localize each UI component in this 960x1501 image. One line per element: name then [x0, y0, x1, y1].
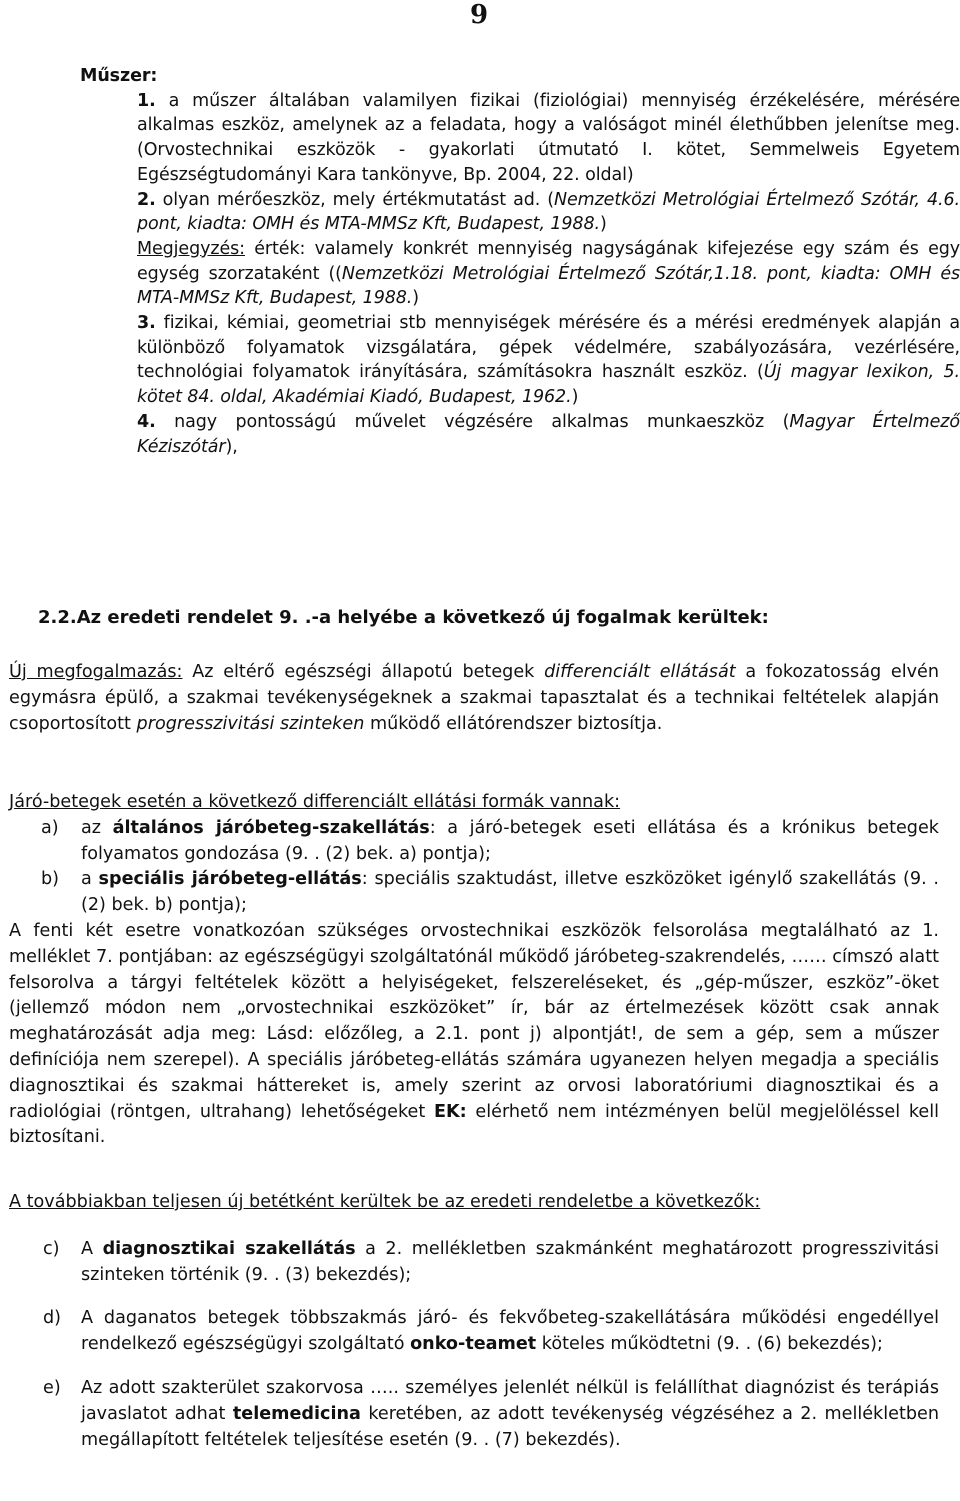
item-number: 4.: [137, 411, 156, 432]
new-definition-paragraph: Új megfogalmazás: Az eltérő egészségi állapotú betegek differenciált ellátását a fokozatosság elvén egymásra épülő, a szakmai tevékenységeknek a szakmai tapasztalat és a technikai feltételek alapján csoportosított progresszivitási szinteken működő ellátórendszer biztosítja.: [9, 662, 939, 734]
new-definition-label: Új megfogalmazás:: [9, 662, 183, 682]
section-heading: 2.2.Az eredeti rendelet 9. .-a helyébe a következő új fogalmak kerültek:: [38, 607, 769, 628]
outpatient-heading: Járó-betegek esetén a következő differenciált ellátási formák vannak:: [9, 792, 621, 812]
definition-block: [80, 64, 960, 459]
list-label: a): [41, 817, 59, 838]
list-label: c): [43, 1238, 60, 1259]
definition-item-2: 2. olyan mérőeszköz, mely értékmutatást ad. (Nemzetközi Metrológiai Értelmező Szótár, 4.6. pont, kiadta: OMH és MTA-MMSz Kft, Budapest, 1988.): [137, 189, 960, 235]
item-number: 1.: [137, 90, 156, 111]
list-item-a: a) az általános járóbeteg-szakellátás: a járó-betegek eseti ellátása és a krónikus betegek folyamatos gondozása (9. . (2) bek. a) pontja);: [41, 817, 939, 864]
list-item-c: c) A diagnosztikai szakellátás a 2. mellékletben szakmánként meghatározott progresszivitási szinteken történik (9. . (3) bekezdés);: [43, 1238, 939, 1285]
outpatient-section: [9, 790, 939, 1151]
definition-item-1: [80, 89, 960, 188]
new-items-section: [9, 1190, 939, 1453]
definition-heading: Műszer:: [80, 66, 158, 86]
outpatient-paragraph: A fenti két esetre vonatkozóan szükséges orvostechnikai eszközök felsorolása megtalálható az 1. melléklet 7. pontjában: az egészségügyi szolgáltatónál működő járóbeteg-szakrendelés, …… címszó alatt felsorolva a tárgyi feltételek között a helyiségeket, felszereléseket, és „gép-műszer, eszköz”-öket (jellemző módon nem „orvostechnikai eszközöket” ír, bár az értelmezések között csak annak meghatározását adja meg: Lásd: előzőleg, a 2.1. pont j) alpontját!, de sem a gép, sem a műszer definíciója nem szerepel). A speciális járóbeteg-ellátás számára ugyanezen helyen megadja a speciális diagnosztikai és szakmai háttereket is, amely szerint az orvosi laboratóriumi diagnosztikai és a radiológiai (röntgen, ultrahang) lehetőségeket EK: elérhető nem intézményen belül megjelöléssel kell biztosítani.: [9, 920, 939, 1148]
page-number: 9: [470, 0, 489, 30]
item-text: a műszer általában valamilyen fizikai (fiziológiai) mennyiség érzékelésére, mérésére alkalmas eszköz, amelynek az a feladata, hogy a valóságot minél élethűbben jelenítse meg. (Orvostechnikai eszközök - gyakorlati útmutató I. kötet, Semmelweis Egyetem Egészségtudományi Kara tankönyve, Bp. 2004, 22. oldal): [137, 90, 960, 185]
item-number: 2.: [137, 189, 156, 210]
definition-item-4: 4. nagy pontosságú művelet végzésére alkalmas munkaeszköz (Magyar Értelmező Kéziszótár),: [137, 411, 960, 457]
list-label: d): [43, 1308, 62, 1329]
list-item-b: b) a speciális járóbeteg-ellátás: speciális szaktudást, illetve eszközöket igénylő szakellátás (9. . (2) bek. b) pontja);: [41, 869, 940, 916]
new-items-heading: A továbbiakban teljesen új betétként kerültek be az eredeti rendeletbe a következők:: [9, 1192, 761, 1212]
definition-item-3: 3. fizikai, kémiai, geometriai stb mennyiségek mérésére és a mérési eredmények alapján a különböző folyamatok vizsgálatára, gépek védelmére, szabályozására, vezérlésére, technológiai folyamatok irányítására, számításokra használt eszköz. (Új magyar lexikon, 5. kötet 84. oldal, Akadémiai Kiadó, Budapest, 1962.): [137, 313, 960, 408]
definition-note: Megjegyzés: érték: valamely konkrét mennyiség nagyságának kifejezése egy szám és egy egység szorzataként ((Nemzetközi Metrológiai Értelmező Szótár,1.18. pont, kiadta: OMH és MTA-MMSz Kft, Budapest, 1988.): [137, 238, 960, 309]
list-label: b): [41, 869, 60, 890]
item-number: 3.: [137, 313, 156, 334]
list-item-d: d) A daganatos betegek többszakmás járó- és fekvőbeteg-szakellátására működési engedéllyel rendelkező egészségügyi szolgáltató onko-teamet köteles működtetni (9. . (6) bekezdés);: [43, 1308, 939, 1355]
list-item-e: e) Az adott szakterület szakorvosa ….. személyes jelenlét nélkül is felállíthat diagnózist és terápiás javaslatot adhat telemedicina keretében, az adott tevékenység végzéséhez a 2. mellékletben megállapított feltételek teljesítése esetén (9. . (7) bekezdés).: [43, 1377, 939, 1450]
note-label: Megjegyzés:: [137, 238, 245, 259]
list-label: e): [43, 1377, 61, 1398]
